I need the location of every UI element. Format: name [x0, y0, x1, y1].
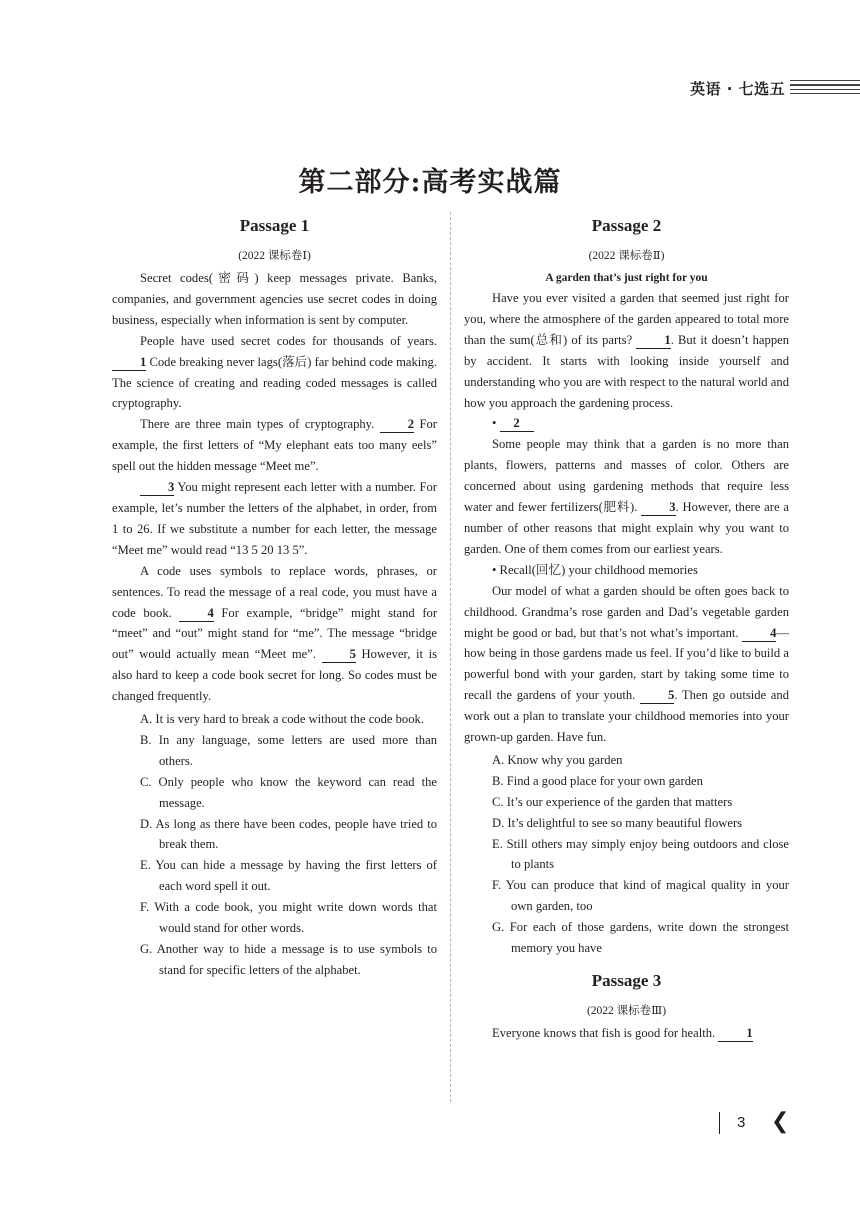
section-header-label: 英语 · 七选五	[690, 80, 786, 98]
answer-blank-2: 2	[500, 416, 534, 432]
passage-2-paragraph: Our model of what a garden should be often goes back to childhood. Grandma’s rose garden and Dad’s vegetable garden might be good or bad, but that’s not what’s important. 4—how being in those gardens made us feel. If you’d like to build a powerful bond with your garden, start by taking some time to recall the gardens of your youth. 5. Then go outside and work out a plan to translate your childhood memories into your grown-up garden. Have fun.	[464, 583, 789, 745]
passage-2-options	[464, 750, 789, 959]
passage-2-paragraph: Some people may think that a garden is no more than plants, flowers, patterns and masses of color. Others are concerned about using gardening methods that require less water and fewer fertilizers(肥料). 3. However, there are a number of other reasons that might explain why you want to garden. One of them comes from our earliest years.	[464, 437, 789, 556]
option-item: G. For each of those gardens, write down the strongest memory you have	[492, 920, 789, 956]
option-item: C. Only people who know the keyword can read the message.	[140, 774, 437, 810]
page-number: 3	[737, 1114, 746, 1131]
option-item: C. It’s our experience of the garden that matters	[492, 794, 733, 809]
passage-1-options	[112, 709, 437, 981]
option-item: D. It’s delightful to see so many beautiful flowers	[492, 815, 743, 830]
option-item: A. It is very hard to break a code without the code book.	[140, 712, 424, 727]
passage-2-paragraph: Have you ever visited a garden that seemed just right for you, where the atmosphere of the garden appeared to total more than the sum(总和) of its parts? 1. But it doesn’t happen by accident. It starts with looking inside yourself and understanding who you are with respect to the natural world and how you approach the gardening process.	[464, 291, 790, 410]
passage-1-title: Passage 1	[239, 216, 310, 235]
answer-blank-4: 4	[742, 626, 776, 642]
passage-3-paragraph: Everyone knows that fish is good for health. 1	[492, 1026, 753, 1040]
option-item: D. As long as there have been codes, people have tried to break them.	[140, 816, 437, 852]
column-divider	[450, 212, 451, 1102]
part-title: 第二部分:高考实战篇	[298, 167, 562, 198]
passage-1-paragraph: A code uses symbols to replace words, phrases, or sentences. To read the message of a real code, you must have a code book. 4 For example, “bridge” might stand for “meet” and “out” might stand for “me”. The message “bridge out” would actually mean “Meet me”. 5 However, it is also hard to keep a code book secret for long. So codes must be changed frequently.	[112, 563, 438, 704]
answer-blank-5: 5	[640, 688, 674, 704]
header-decoration-lines	[790, 80, 860, 97]
passage-1-paragraph: People have used secret codes for thousands of years. 1 Code breaking never lags(落后) far behind code making. The science of creating and reading coded messages is called cryptography.	[112, 333, 437, 411]
passage-2-title: Passage 2	[591, 216, 662, 235]
passage-3-source: (2022 课标卷Ⅲ)	[586, 1005, 667, 1017]
answer-blank-3: 3	[641, 500, 675, 516]
option-item: E. You can hide a message by having the first letters of each word spell it out.	[140, 858, 437, 894]
passage-1-paragraph: There are three main types of cryptography. 2 For example, the first letters of “My elephant eats too many eels” spell out the hidden message “Meet me”.	[112, 417, 437, 474]
passage-2-source: (2022 课标卷Ⅱ)	[588, 250, 665, 262]
passage-3-title: Passage 3	[591, 971, 662, 990]
option-item: F. With a code book, you might write down words that would stand for other words.	[140, 900, 437, 936]
passage-1-source: (2022 课标卷Ⅰ)	[238, 250, 311, 262]
footer-divider	[719, 1112, 720, 1134]
option-item: A. Know why you garden	[492, 752, 623, 767]
passage-2-heading-blank: • 2	[464, 413, 789, 434]
passage-1	[112, 214, 437, 981]
option-item: E. Still others may simply enjoy being outdoors and close to plants	[492, 836, 789, 872]
answer-blank-3: 3	[140, 480, 174, 496]
passage-3	[464, 969, 789, 1044]
passage-2	[464, 214, 789, 1044]
passage-1-paragraph: 3 You might represent each letter with a number. For example, let’s number the letters of the alphabet, in order, from 1 to 26. If we substitute a number for each letter, the message “Meet me” would read “13 5 20 13 5”.	[112, 480, 437, 557]
option-item: G. Another way to hide a message is to use symbols to stand for specific letters of the alphabet.	[140, 942, 437, 977]
passage-1-paragraph: Secret codes(密码) keep messages private. Banks, companies, and government agencies use secret codes in doing business, especially when information is sent by computer.	[112, 271, 437, 327]
option-item: F. You can produce that kind of magical quality in your own garden, too	[492, 878, 789, 914]
answer-blank-5: 5	[322, 647, 356, 663]
passage-2-subtitle: A garden that’s just right for you	[545, 272, 708, 284]
answer-blank-1: 1	[636, 333, 670, 349]
answer-blank-1: 1	[718, 1026, 752, 1042]
answer-blank-2: 2	[380, 417, 414, 433]
answer-blank-4: 4	[179, 606, 213, 622]
answer-blank-1: 1	[112, 355, 146, 371]
chevron-left-icon: ❮	[771, 1109, 790, 1134]
passage-2-heading: • Recall(回忆) your childhood memories	[492, 562, 698, 577]
option-item: B. Find a good place for your own garden	[492, 773, 703, 788]
option-item: B. In any language, some letters are used more than others.	[140, 732, 437, 768]
